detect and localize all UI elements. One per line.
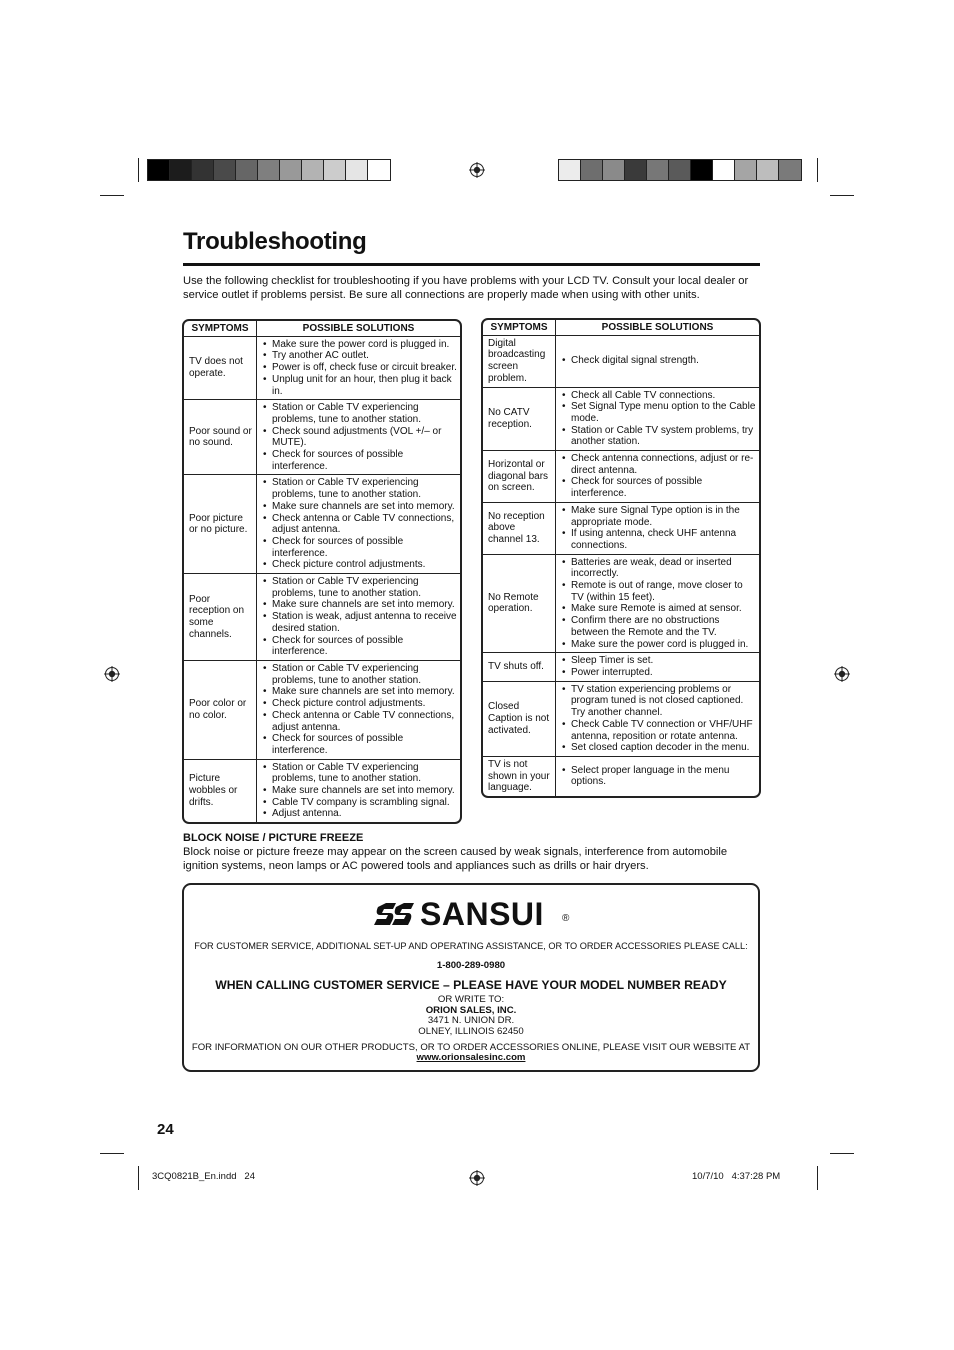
solutions-cell [257, 475, 461, 574]
crop-mark [817, 1166, 818, 1190]
call-line: FOR CUSTOMER SERVICE, ADDITIONAL SET-UP AND OPERATING ASSISTANCE, OR TO ORDER ACCESSORIES PLEASE CALL: [194, 941, 748, 951]
solutions-cell [257, 660, 461, 759]
color-swatch [170, 160, 192, 180]
solution-item: • Check antenna or Cable TV connections, adjust antenna. [262, 710, 457, 733]
solution-item: • Station or Cable TV experiencing problems, tune to another station. [262, 402, 457, 425]
solutions-list [262, 402, 457, 472]
solution-item: • Check picture control adjustments. [262, 698, 457, 710]
sansui-wordmark: SANSUI [420, 896, 544, 932]
troubleshooting-table-left [182, 319, 462, 824]
solutions-cell [257, 759, 461, 822]
block-noise-text: Block noise or picture freeze may appear on the screen caused by weak signals, interference from automobile ignition systems, neon lamps or AC powered tools and appliances such as drills or hair dryers. [183, 846, 728, 872]
solutions-list [561, 390, 756, 449]
footer-file-info: 3CQ0821B_En.indd 24 [152, 1171, 255, 1182]
solutions-list [561, 655, 756, 678]
solution-item: • Power interrupted. [561, 667, 756, 679]
solutions-list [561, 684, 756, 754]
solution-item: • Check for sources of possible interference. [262, 635, 457, 658]
solutions-cell [556, 756, 760, 796]
customer-service-box [182, 883, 760, 1072]
crop-mark [830, 1153, 854, 1154]
table-row [483, 653, 759, 681]
solutions-cell [556, 554, 760, 653]
crop-mark [817, 158, 818, 182]
color-swatch [324, 160, 346, 180]
solution-item: • Make sure the power cord is plugged in. [561, 639, 756, 651]
info-line: FOR INFORMATION ON OUR OTHER PRODUCTS, OR TO ORDER ACCESSORIES ONLINE, PLEASE VISIT OUR WEBSITE AT [191, 1042, 751, 1053]
footer-timestamp: 10/7/10 4:37:28 PM [692, 1171, 781, 1182]
address-line-2: OLNEY, ILLINOIS 62450 [418, 1026, 524, 1037]
solution-item: • Remote is out of range, move closer to TV (within 15 feet). [561, 580, 756, 603]
solutions-header: POSSIBLE SOLUTIONS [257, 321, 461, 336]
table-row [483, 756, 759, 796]
solutions-list [262, 339, 457, 398]
color-swatch [302, 160, 324, 180]
symptom-cell: No Remote operation. [483, 554, 556, 653]
crop-mark [100, 195, 124, 196]
crop-mark [830, 195, 854, 196]
solutions-list [561, 453, 756, 500]
solutions-header: POSSIBLE SOLUTIONS [556, 320, 760, 335]
solutions-list [262, 663, 457, 757]
troubleshooting-table-right [481, 318, 761, 798]
color-swatch [258, 160, 280, 180]
table-row [483, 451, 759, 503]
color-swatch [192, 160, 214, 180]
color-swatch [625, 160, 647, 180]
solution-item: • Station or Cable TV experiencing problems, tune to another station. [262, 576, 457, 599]
symptom-cell: TV does not operate. [184, 336, 257, 400]
solution-item: • Cable TV company is scrambling signal. [262, 797, 457, 809]
symptoms-header: SYMPTOMS [483, 320, 556, 335]
color-swatch [779, 160, 801, 180]
solutions-cell [556, 335, 760, 387]
solution-item: • Check digital signal strength. [561, 355, 756, 367]
table-row [483, 335, 759, 387]
symptom-cell: Picture wobbles or drifts. [184, 759, 257, 822]
solution-item: • Station or Cable TV experiencing problems, tune to another station. [262, 663, 457, 686]
solution-item: • Sleep Timer is set. [561, 655, 756, 667]
symptoms-header: SYMPTOMS [184, 321, 257, 336]
registration-mark-icon [469, 1170, 485, 1186]
symptom-cell: No reception above channel 13. [483, 502, 556, 554]
model-number-notice: WHEN CALLING CUSTOMER SERVICE – PLEASE HAVE YOUR MODEL NUMBER READY [215, 978, 727, 992]
solution-item: • Unplug unit for an hour, then plug it back in. [262, 374, 457, 397]
solution-item: • Set Signal Type menu option to the Cable mode. [561, 401, 756, 424]
solution-item: • Confirm there are no obstructions between the Remote and the TV. [561, 615, 756, 638]
solution-item: • Check antenna or Cable TV connections, adjust antenna. [262, 513, 457, 536]
solution-item: • Check sound adjustments (VOL +/– or MUTE). [262, 426, 457, 449]
symptom-cell: TV shuts off. [483, 653, 556, 681]
solution-item: • Station is weak, adjust antenna to receive desired station. [262, 611, 457, 634]
solution-item: • Station or Cable TV experiencing problems, tune to another station. [262, 762, 457, 785]
color-swatch [647, 160, 669, 180]
solution-item: • Check antenna connections, adjust or re-direct antenna. [561, 453, 756, 476]
table-row [483, 387, 759, 451]
solution-item: • Adjust antenna. [262, 808, 457, 820]
table-row [184, 660, 460, 759]
title-rule [183, 263, 760, 266]
address-line-1: 3471 N. UNION DR. [427, 1015, 515, 1026]
color-swatch [214, 160, 236, 180]
solutions-list [561, 505, 756, 552]
write-to-label: OR WRITE TO: [437, 994, 505, 1005]
color-swatch [669, 160, 691, 180]
solution-item: • TV station experiencing problems or program tuned is not closed captioned. Try another channel. [561, 684, 756, 719]
solution-item: • Station or Cable TV system problems, try another station. [561, 425, 756, 448]
solutions-list [561, 355, 756, 367]
crop-mark [138, 158, 139, 182]
registered-mark: ® [562, 913, 570, 924]
intro-text: Use the following checklist for troubleshooting if you have problems with your LCD TV. Consult your local dealer or service outlet if problems persist. Be sure all connections are properly made when using with other units. [183, 275, 749, 301]
symptom-cell: Digital broadcasting screen problem. [483, 335, 556, 387]
solutions-list [561, 765, 756, 788]
sansui-logo-icon [372, 901, 416, 927]
color-bar-right [558, 159, 802, 181]
table-row [483, 502, 759, 554]
symptom-cell: Poor sound or no sound. [184, 400, 257, 475]
solution-item: • Set closed caption decoder in the menu. [561, 742, 756, 754]
color-swatch [757, 160, 779, 180]
color-swatch [713, 160, 735, 180]
table-row [184, 759, 460, 822]
solutions-cell [257, 336, 461, 400]
page-number: 24 [157, 1121, 174, 1138]
solution-item: • Make sure channels are set into memory. [262, 501, 457, 513]
solution-item: • Check for sources of possible interference. [262, 536, 457, 559]
company-name: ORION SALES, INC. [425, 1005, 517, 1016]
solutions-cell [556, 502, 760, 554]
color-bar-left [147, 159, 391, 181]
website-link[interactable]: www.orionsalesinc.com [416, 1052, 526, 1063]
solutions-cell [556, 681, 760, 756]
solutions-cell [257, 400, 461, 475]
solutions-cell [257, 574, 461, 661]
phone-number: 1-800-289-0980 [436, 960, 506, 971]
color-swatch [236, 160, 258, 180]
page-title: Troubleshooting [183, 228, 367, 255]
crop-mark [100, 1153, 124, 1154]
table-row [483, 554, 759, 653]
table-row [184, 400, 460, 475]
symptom-cell: Closed Caption is not activated. [483, 681, 556, 756]
solution-item: • Check picture control adjustments. [262, 559, 457, 571]
solution-item: • Check all Cable TV connections. [561, 390, 756, 402]
symptom-cell: Poor picture or no picture. [184, 475, 257, 574]
solutions-list [262, 477, 457, 571]
solution-item: • Check Cable TV connection or VHF/UHF antenna, reposition or rotate antenna. [561, 719, 756, 742]
symptom-cell: No CATV reception. [483, 387, 556, 451]
solutions-cell [556, 451, 760, 503]
solution-item: • Make sure Remote is aimed at sensor. [561, 603, 756, 615]
crop-mark [138, 1166, 139, 1190]
symptom-cell: Poor reception on some channels. [184, 574, 257, 661]
solution-item: • Make sure the power cord is plugged in. [262, 339, 457, 351]
solutions-cell [556, 387, 760, 451]
table-row [184, 336, 460, 400]
block-noise-heading: BLOCK NOISE / PICTURE FREEZE [183, 832, 364, 844]
table-row [483, 681, 759, 756]
color-swatch [346, 160, 368, 180]
table-row [184, 475, 460, 574]
solutions-list [561, 557, 756, 651]
solution-item: • Make sure channels are set into memory. [262, 599, 457, 611]
table-row [184, 574, 460, 661]
color-swatch [691, 160, 713, 180]
registration-mark-icon [469, 162, 485, 178]
solution-item: • Make sure channels are set into memory. [262, 785, 457, 797]
solutions-cell [556, 653, 760, 681]
color-swatch [603, 160, 625, 180]
symptom-cell: Horizontal or diagonal bars on screen. [483, 451, 556, 503]
solution-item: • Select proper language in the menu options. [561, 765, 756, 788]
sansui-logo [372, 897, 582, 931]
symptom-cell: Poor color or no color. [184, 660, 257, 759]
solution-item: • Make sure channels are set into memory. [262, 686, 457, 698]
solution-item: • Batteries are weak, dead or inserted incorrectly. [561, 557, 756, 580]
solutions-list [262, 762, 457, 821]
solution-item: • If using antenna, check UHF antenna connections. [561, 528, 756, 551]
color-swatch [368, 160, 390, 180]
solution-item: • Check for sources of possible interference. [262, 449, 457, 472]
registration-mark-icon [834, 666, 850, 682]
color-swatch [559, 160, 581, 180]
color-swatch [280, 160, 302, 180]
solution-item: • Station or Cable TV experiencing problems, tune to another station. [262, 477, 457, 500]
color-swatch [735, 160, 757, 180]
color-swatch [581, 160, 603, 180]
solution-item: • Make sure Signal Type option is in the appropriate mode. [561, 505, 756, 528]
solution-item: • Try another AC outlet. [262, 350, 457, 362]
solution-item: • Power is off, check fuse or circuit breaker. [262, 362, 457, 374]
solution-item: • Check for sources of possible interference. [561, 476, 756, 499]
registration-mark-icon [104, 666, 120, 682]
solutions-list [262, 576, 457, 658]
color-swatch [148, 160, 170, 180]
symptom-cell: TV is not shown in your language. [483, 756, 556, 796]
solution-item: • Check for sources of possible interference. [262, 733, 457, 756]
